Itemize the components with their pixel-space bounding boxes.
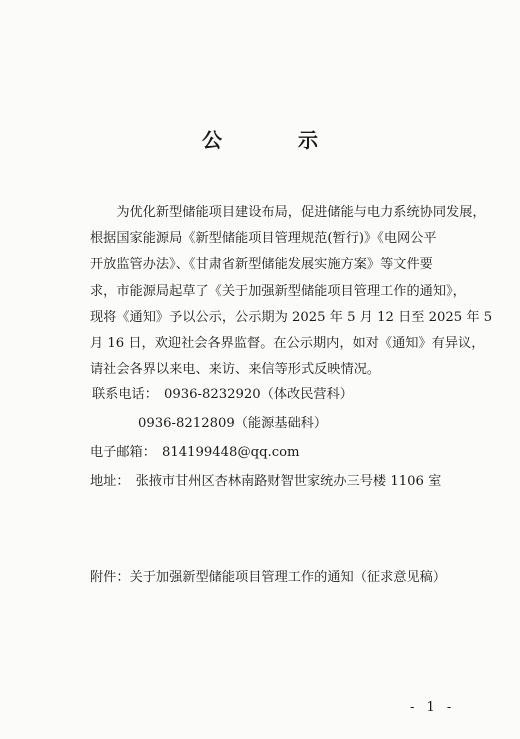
address-label: 地址： (90, 474, 130, 489)
phone-label: 联系电话： (92, 387, 158, 402)
email-label: 电子邮箱： (90, 445, 156, 460)
contact-email (90, 441, 300, 460)
body-line: 开放监管办法》、《甘肃省新型储能发展实施方案》等文件要 (90, 257, 433, 273)
body-line: 根据国家能源局《新型储能项目管理规范(暂行)》《电网公平 (90, 231, 437, 247)
page-title: 公 示 (202, 128, 346, 152)
attachment-title: 关于加强新型储能项目管理工作的通知（征求意见稿） (129, 570, 447, 585)
attachment-line (90, 566, 446, 585)
body-line: 为优化新型储能项目建设布局，促进储能与电力系统协同发展， (90, 205, 486, 220)
address-text: 张掖市甘州区杏林南路财智世家统办三号楼 1106 室 (135, 474, 442, 489)
email-address: 814199448@qq.com (161, 445, 300, 460)
body-line: 月 16 日，欢迎社会各界监督。在公示期内，如对《通知》有异议， (90, 336, 485, 352)
contact-address (90, 470, 441, 489)
contact-phone-1 (92, 383, 353, 402)
body-line: 请社会各界以来电、来访、来信等形式反映情况。 (90, 362, 381, 378)
contact-phone-2 (138, 412, 327, 431)
body-line: 现将《通知》予以公示，公示期为 2025 年 5 月 12 日至 2025 年 5 (90, 309, 493, 325)
body-line: 求，市能源局起草了《关于加强新型储能项目管理工作的通知》， (90, 283, 466, 299)
page-number: - 1 - (410, 700, 456, 715)
phone-number-2: 0936-8212809（能源基础科） (138, 416, 328, 431)
phone-number-1: 0936-8232920（体改民营科） (163, 387, 353, 402)
attachment-label: 附件： (90, 570, 130, 585)
notice-body (90, 200, 493, 383)
